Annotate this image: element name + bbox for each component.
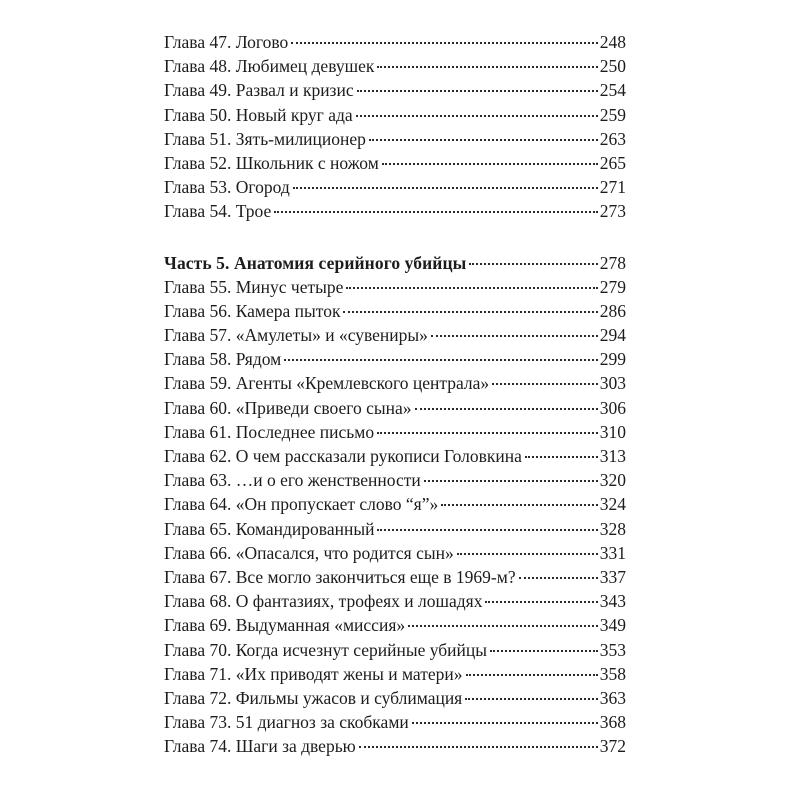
toc-entry xyxy=(164,275,626,299)
toc-entry xyxy=(164,613,626,637)
page-number: 363 xyxy=(599,687,626,708)
dot-leader xyxy=(469,263,597,265)
page-number: 250 xyxy=(599,56,626,77)
dot-leader xyxy=(356,115,598,117)
toc-entry xyxy=(164,517,626,541)
page-number: 278 xyxy=(599,252,626,273)
toc-part-heading xyxy=(164,251,626,275)
dot-leader xyxy=(274,211,598,213)
page-number: 353 xyxy=(599,639,626,660)
toc-entry xyxy=(164,444,626,468)
toc-entry xyxy=(164,175,626,199)
chapter-title: Глава 62. О чем рассказали рукописи Головкина xyxy=(164,446,522,466)
toc-block-part5 xyxy=(164,275,626,759)
toc-entry xyxy=(164,299,626,323)
page-number: 294 xyxy=(599,325,626,346)
page-number: 324 xyxy=(599,494,626,515)
dot-leader xyxy=(377,66,597,68)
page-number: 303 xyxy=(599,373,626,394)
dot-leader xyxy=(424,480,598,482)
chapter-title: Глава 67. Все могло закончиться еще в 1969-м? xyxy=(164,566,516,587)
dot-leader xyxy=(357,90,598,92)
toc-entry xyxy=(164,638,626,662)
toc-entry xyxy=(164,323,626,347)
toc-entry xyxy=(164,54,626,78)
page-number: 273 xyxy=(599,201,626,222)
toc-entry xyxy=(164,565,626,589)
page-number: 343 xyxy=(599,591,626,612)
chapter-title: Глава 70. Когда исчезнут серийные убийцы xyxy=(164,639,488,660)
page-number: 248 xyxy=(599,32,626,52)
chapter-title: Глава 59. Агенты «Кремлевского централа» xyxy=(164,373,490,394)
dot-leader xyxy=(359,746,598,748)
chapter-title: Глава 53. Огород xyxy=(164,177,290,198)
dot-leader xyxy=(519,577,598,579)
toc-entry xyxy=(164,468,626,492)
page-number: 286 xyxy=(599,300,626,321)
page-number: 279 xyxy=(599,276,626,297)
toc-block-part4 xyxy=(164,30,626,224)
chapter-title: Глава 72. Фильмы ужасов и сублимация xyxy=(164,687,463,708)
toc-entry xyxy=(164,734,626,758)
dot-leader xyxy=(492,383,598,385)
dot-leader xyxy=(408,625,598,627)
page-number: 331 xyxy=(599,542,626,563)
chapter-title: Глава 50. Новый круг ада xyxy=(164,104,353,125)
section-gap xyxy=(164,224,626,251)
page-number: 372 xyxy=(599,736,626,757)
dot-leader xyxy=(466,674,598,676)
toc-entry xyxy=(164,686,626,710)
chapter-title: Глава 51. Зять-милиционер xyxy=(164,128,366,149)
toc-entry xyxy=(164,151,626,175)
page-number: 328 xyxy=(599,518,626,539)
dot-leader xyxy=(412,722,598,724)
dot-leader xyxy=(485,601,597,603)
page-number: 259 xyxy=(599,104,626,125)
dot-leader xyxy=(346,287,597,289)
page-number: 265 xyxy=(599,152,626,173)
chapter-title: Глава 71. «Их приводят жены и матери» xyxy=(164,663,463,684)
page-number: 254 xyxy=(599,80,626,101)
dot-leader xyxy=(525,456,598,458)
page-number: 306 xyxy=(599,397,626,418)
part-title: Часть 5. Анатомия серийного убийцы xyxy=(164,252,467,273)
toc-entry xyxy=(164,199,626,223)
toc-entry xyxy=(164,589,626,613)
page-number: 358 xyxy=(599,663,626,684)
toc-entry xyxy=(164,127,626,151)
chapter-title: Глава 48. Любимец девушек xyxy=(164,56,375,77)
toc-entry xyxy=(164,78,626,102)
dot-leader xyxy=(415,408,598,410)
chapter-title: Глава 64. «Он пропускает слово “я”» xyxy=(164,494,439,515)
dot-leader xyxy=(457,553,598,555)
toc-entry xyxy=(164,371,626,395)
toc-entry xyxy=(164,30,626,54)
dot-leader xyxy=(377,432,598,434)
chapter-title: Глава 66. «Опасался, что родится сын» xyxy=(164,542,454,563)
page-number: 368 xyxy=(599,712,626,733)
page-number: 271 xyxy=(599,177,626,198)
chapter-title: Глава 74. Шаги за дверью xyxy=(164,736,356,757)
toc-entry xyxy=(164,541,626,565)
page-number: 310 xyxy=(599,421,626,442)
page-number: 299 xyxy=(599,349,626,370)
chapter-title: Глава 65. Командированный xyxy=(164,518,375,539)
dot-leader xyxy=(431,335,598,337)
chapter-title: Глава 63. …и о его женственности xyxy=(164,470,421,491)
page-number: 313 xyxy=(599,446,626,466)
dot-leader xyxy=(284,359,598,361)
chapter-title: Глава 49. Развал и кризис xyxy=(164,80,354,101)
dot-leader xyxy=(369,139,598,141)
chapter-title: Глава 54. Трое xyxy=(164,201,272,222)
chapter-title: Глава 56. Камера пыток xyxy=(164,300,341,321)
dot-leader xyxy=(291,42,597,44)
dot-leader xyxy=(465,698,598,700)
dot-leader xyxy=(382,163,598,165)
page-number: 263 xyxy=(599,128,626,149)
dot-leader xyxy=(343,311,597,313)
chapter-title: Глава 57. «Амулеты» и «сувениры» xyxy=(164,325,428,346)
page-number: 349 xyxy=(599,615,626,636)
toc-entry xyxy=(164,662,626,686)
toc-entry xyxy=(164,347,626,371)
dot-leader xyxy=(293,187,598,189)
chapter-title: Глава 60. «Приведи своего сына» xyxy=(164,397,412,418)
dot-leader xyxy=(377,529,597,531)
chapter-title: Глава 68. О фантазиях, трофеях и лошадях xyxy=(164,591,483,612)
chapter-title: Глава 52. Школьник с ножом xyxy=(164,152,379,173)
dot-leader xyxy=(490,650,598,652)
page-number: 337 xyxy=(599,566,626,587)
toc-entry xyxy=(164,396,626,420)
toc-entry xyxy=(164,710,626,734)
toc-entry xyxy=(164,492,626,516)
page-number: 320 xyxy=(599,470,626,491)
chapter-title: Глава 47. Логово xyxy=(164,32,289,52)
toc-entry xyxy=(164,103,626,127)
chapter-title: Глава 69. Выдуманная «миссия» xyxy=(164,615,406,636)
chapter-title: Глава 58. Рядом xyxy=(164,349,282,370)
chapter-title: Глава 61. Последнее письмо xyxy=(164,421,375,442)
toc-entry xyxy=(164,420,626,444)
dot-leader xyxy=(441,504,598,506)
table-of-contents xyxy=(164,30,626,758)
chapter-title: Глава 55. Минус четыре xyxy=(164,276,344,297)
chapter-title: Глава 73. 51 диагноз за скобками xyxy=(164,712,409,733)
